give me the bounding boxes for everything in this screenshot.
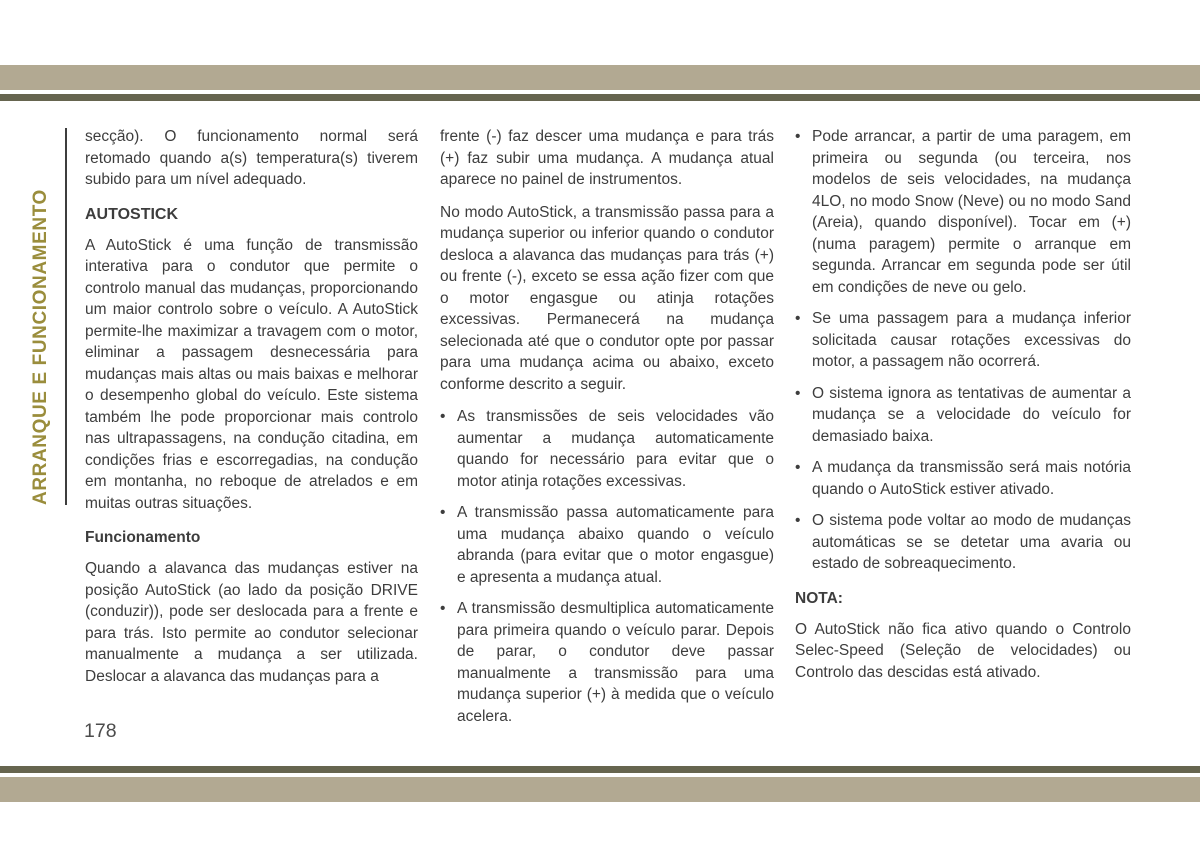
bullet-text: A mudança da transmissão será mais notória quando o AutoStick estiver ativado. (812, 459, 1131, 498)
subheading-funcionamento: Funcionamento (85, 529, 201, 546)
bullet-marker: • (440, 408, 446, 425)
bullet-marker: • (795, 459, 801, 476)
bullet-item (795, 308, 1131, 373)
column-2 (440, 126, 774, 737)
bottom-band-tan (0, 777, 1200, 802)
note-text: O AutoStick não fica ativo quando o Controlo Selec-Speed (Seleção de velocidades) ou Controlo das descidas está ativado. (795, 620, 1131, 681)
paragraph-continuation: secção). O funcionamento normal será retomado quando a(s) temperatura(s) tiverem subido para um nível adequado. (85, 128, 418, 188)
bottom-band-olive (0, 766, 1200, 773)
bullet-text: As transmissões de seis velocidades vão aumentar a mudança automaticamente quando for necessário para evitar que o motor atinja rotações excessivas. (457, 408, 774, 490)
top-band-olive (0, 94, 1200, 101)
note-heading: NOTA: (795, 589, 843, 607)
bullet-marker: • (440, 504, 446, 521)
bullet-item (795, 126, 1131, 298)
bullet-marker: • (795, 310, 801, 327)
bullet-text: O sistema ignora as tentativas de aumentar a mudança se a velocidade do veículo for demasiado baixa. (812, 384, 1131, 445)
bullet-item (440, 598, 774, 727)
page-number: 178 (84, 720, 117, 742)
bullet-item (795, 383, 1131, 448)
bullet-marker: • (795, 512, 801, 529)
paragraph-shift-direction: frente (-) faz descer uma mudança e para trás (+) faz subir uma mudança. A mudança atual aparece no painel de instrumentos. (440, 128, 774, 188)
top-band-tan (0, 65, 1200, 90)
sidebar-divider (65, 128, 67, 505)
bullet-text: Se uma passagem para a mudança inferior solicitada causar rotações excessivas do motor, a passagem não ocorrerá. (812, 310, 1131, 370)
bullet-item (795, 457, 1131, 500)
paragraph-autostick-mode: No modo AutoStick, a transmissão passa para a mudança superior ou inferior quando o condutor desloca a alavanca das mudanças para trás (+) ou frente (-), exceto se essa ação fizer com que o motor engasgue ou atinja rotações excessivas. Permanecerá na mudança selecionada até que o condutor opte por passar para uma mudança acima ou abaixo, exceto conforme descrito a seguir. (440, 203, 774, 393)
paragraph-autostick-description: A AutoStick é uma função de transmissão interativa para o condutor que permite o controlo manual das mudanças, proporcionando um maior controlo sobre o veículo. A AutoStick permite-lhe maximizar a travagem com o motor, eliminar a passagem desnecessária para mudanças mais altas ou mais baixas e melhorar o desempenho global do veículo. Este sistema também lhe pode proporcionar mais controlo nas ultrapassagens, na condução citadina, em condições frias e escorregadias, na condução em montanha, no reboque de atrelados e em muitas outras situações. (85, 236, 418, 512)
bullet-text: Pode arrancar, a partir de uma paragem, em primeira ou segunda (ou terceira, nos modelos de seis velocidades, na mudança 4LO, no modo Snow (Neve) ou no modo Sand (Areia), quando disponível). Tocar em (+) (numa paragem) permite o arranque em segunda. Arrancar em segunda pode ser útil em condições de neve ou gelo. (812, 128, 1131, 296)
bullet-marker: • (795, 384, 801, 402)
bullet-item (440, 502, 774, 588)
bullet-marker: • (440, 600, 446, 617)
column-3 (795, 126, 1131, 694)
bullet-text: O sistema pode voltar ao modo de mudanças automáticas se se detetar uma avaria ou estado de sobreaquecimento. (812, 512, 1131, 572)
paragraph-funcionamento: Quando a alavanca das mudanças estiver na posição AutoStick (ao lado da posição DRIVE (conduzir)), pode ser deslocada para a frente e para trás. Isto permite ao condutor selecionar manualmente a mudança a ser utilizada. Deslocar a alavanca das mudanças para a (85, 560, 418, 685)
bullet-marker: • (795, 128, 801, 145)
column-1 (85, 126, 418, 698)
chapter-title-vertical: ARRANQUE E FUNCIONAMENTO (30, 189, 51, 505)
bullet-item (795, 510, 1131, 575)
bullet-text: A transmissão passa automaticamente para uma mudança abaixo quando o veículo abranda (para evitar que o motor engasgue) e apresenta a mudança atual. (457, 504, 774, 586)
section-heading-autostick: AUTOSTICK (85, 205, 179, 223)
bullet-text: A transmissão desmultiplica automaticamente para primeira quando o veículo parar. Depois de parar, o condutor deve passar manualmente a transmissão para uma mudança superior (+) à medida que o veículo acelera. (457, 600, 774, 725)
bullet-item (440, 406, 774, 492)
